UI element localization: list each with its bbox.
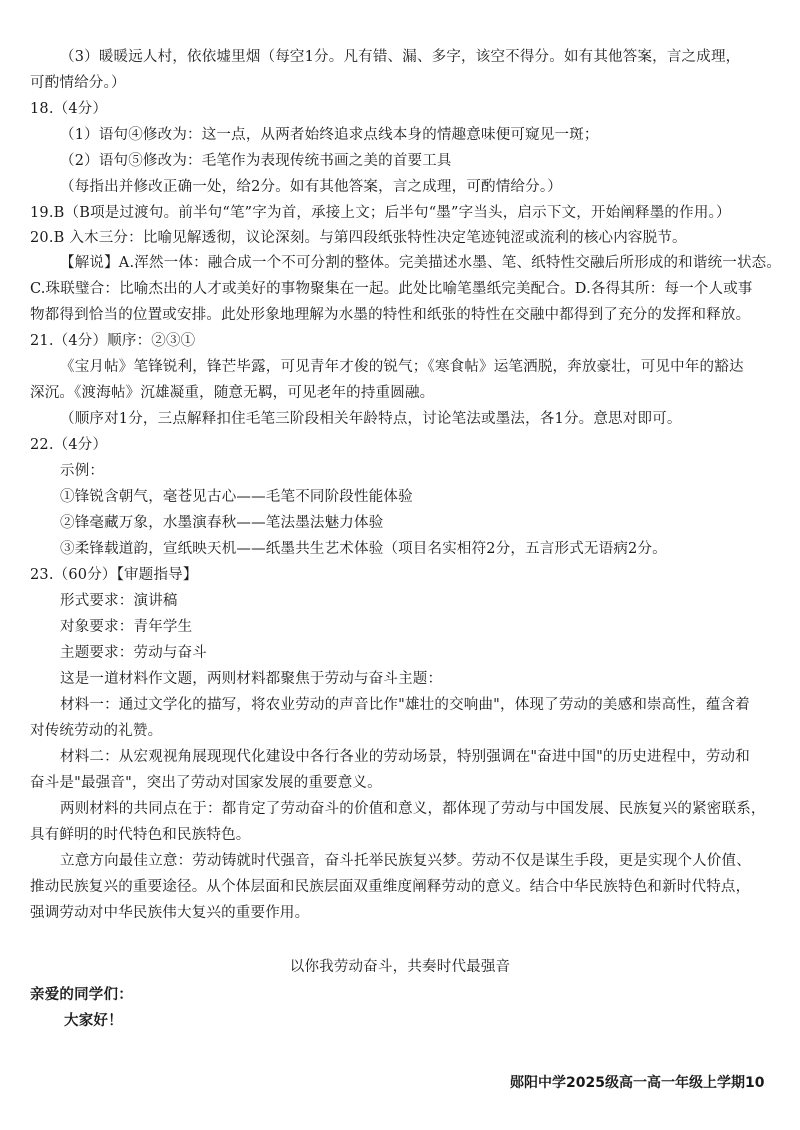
q18-answer-2: （2）语句⑤修改为：毛笔作为表现传统书画之美的首要工具 bbox=[60, 153, 452, 169]
q17-line-3-answer-cont: 可酌情给分。） bbox=[30, 75, 126, 91]
q19-answer: 19.B（B项是过渡句。前半句“笔”字为首，承接上文；后半句“墨”字当头，启示下文，开始阐释墨的作用。） bbox=[30, 205, 731, 221]
q23-material-1-cont: 对传统劳动的礼赞。 bbox=[30, 723, 163, 739]
q18-heading: 18.（4分） bbox=[30, 101, 108, 117]
q18-answer-1: （1）语句④修改为：这一点，从两者始终追求点线本身的情趣意味便可窥见一斑； bbox=[60, 127, 599, 143]
q23-heading: 23.（60分）【审题指导】 bbox=[30, 567, 198, 583]
q23-common-point: 两则材料的共同点在于：都肯定了劳动奋斗的价值和意义，都体现了劳动与中国发展、民族复兴的紧密联系， bbox=[60, 801, 766, 817]
essay-salutation: 亲爱的同学们： bbox=[30, 986, 133, 1003]
q23-best-intent: 立意方向最佳立意：劳动铸就时代强音，奋斗托举民族复兴梦。劳动不仅是谋生手段，更是实现个人价值、 bbox=[60, 853, 751, 869]
q20-explanation-a: 【解说】A.浑然一体：融合成一个不可分割的整体。完美描述水墨、笔、纸特性交融后所形成的和谐统一状态。 bbox=[60, 255, 782, 271]
q23-material-1: 材料一：通过文学化的描写，将农业劳动的声音比作"雄壮的交响曲"，体现了劳动的美感和崇高性，蕴含着 bbox=[60, 697, 750, 713]
q22-heading: 22.（4分） bbox=[30, 437, 108, 453]
q21-answer-cont: 深沉。《渡海帖》沉雄凝重，随意无羁，可见老年的持重圆融。 bbox=[30, 385, 435, 401]
q23-material-2-cont: 奋斗是"最强音"，突出了劳动对国家发展的重要意义。 bbox=[30, 775, 382, 791]
q23-best-intent-cont: 推动民族复兴的重要途径。从个体层面和民族层面双重维度阐释劳动的意义。结合中华民族特色和新时代特点， bbox=[30, 879, 751, 895]
q21-heading: 21.（4分）顺序：②③① bbox=[30, 333, 196, 349]
page-footer: 郧阳中学2025级高一高一年级上学期10 bbox=[510, 1075, 765, 1091]
essay-title: 以你我劳动奋斗，共奏时代最强音 bbox=[289, 959, 511, 975]
q23-intro: 这是一道材料作文题，两则材料都聚焦于劳动与奋斗主题： bbox=[60, 671, 443, 687]
q23-audience-requirement: 对象要求：青年学生 bbox=[60, 619, 193, 635]
q17-line-3-answer: （3）暖暖远人村，依依墟里烟（每空1分。凡有错、漏、多字，该空不得分。如有其他答案，言之成理， bbox=[60, 49, 741, 65]
q20-explanation-cd-cont: 物都得到恰当的位置或安排。此处形象地理解为水墨的特性和纸张的特性在交融中都得到了充分的发挥和释放。 bbox=[30, 307, 751, 323]
q22-example-2: ②锋毫藏万象，水墨演春秋——笔法墨法魅力体验 bbox=[60, 515, 384, 531]
q23-material-2: 材料二：从宏观视角展现现代化建设中各行各业的劳动场景，特别强调在"奋进中国"的历史进程中，劳动和 bbox=[60, 749, 750, 765]
q21-answer: 《宝月帖》笔锋锐利，锋芒毕露，可见青年才俊的锐气；《寒食帖》运笔洒脱，奔放豪壮，可见中年的豁达 bbox=[60, 359, 744, 375]
q23-form-requirement: 形式要求：演讲稿 bbox=[60, 593, 178, 609]
q23-best-intent-end: 强调劳动对中华民族伟大复兴的重要作用。 bbox=[30, 905, 310, 921]
q22-example-label: 示例： bbox=[60, 463, 105, 479]
q22-example-1: ①锋锐含朝气，毫苍见古心——毛笔不同阶段性能体验 bbox=[60, 489, 413, 505]
essay-greeting: 大家好！ bbox=[64, 1012, 123, 1029]
q21-scoring-note: （顺序对1分，三点解释扣住毛笔三阶段相关年龄特点，讨论笔法或墨法，各1分。意思对即可。 bbox=[60, 411, 682, 427]
q22-example-3: ③柔锋载道韵，宣纸映天机——纸墨共生艺术体验（项目名实相符2分，五言形式无语病2分。 bbox=[60, 541, 667, 557]
q20-answer: 20.B 入木三分：比喻见解透彻，议论深刻。与第四段纸张特性决定笔迹钝涩或流利的核心内容脱节。 bbox=[30, 230, 687, 246]
q18-scoring-note: （每指出并修改正确一处，给2分。如有其他答案，言之成理，可酌情给分。） bbox=[60, 179, 562, 195]
q23-common-point-cont: 具有鲜明的时代特色和民族特色。 bbox=[30, 827, 251, 843]
q20-explanation-cd: C.珠联璧合：比喻杰出的人才或美好的事物聚集在一起。此处比喻笔墨纸完美配合。D.各得其所：每一个人或事 bbox=[30, 281, 753, 297]
q23-theme-requirement: 主题要求：劳动与奋斗 bbox=[60, 645, 207, 661]
